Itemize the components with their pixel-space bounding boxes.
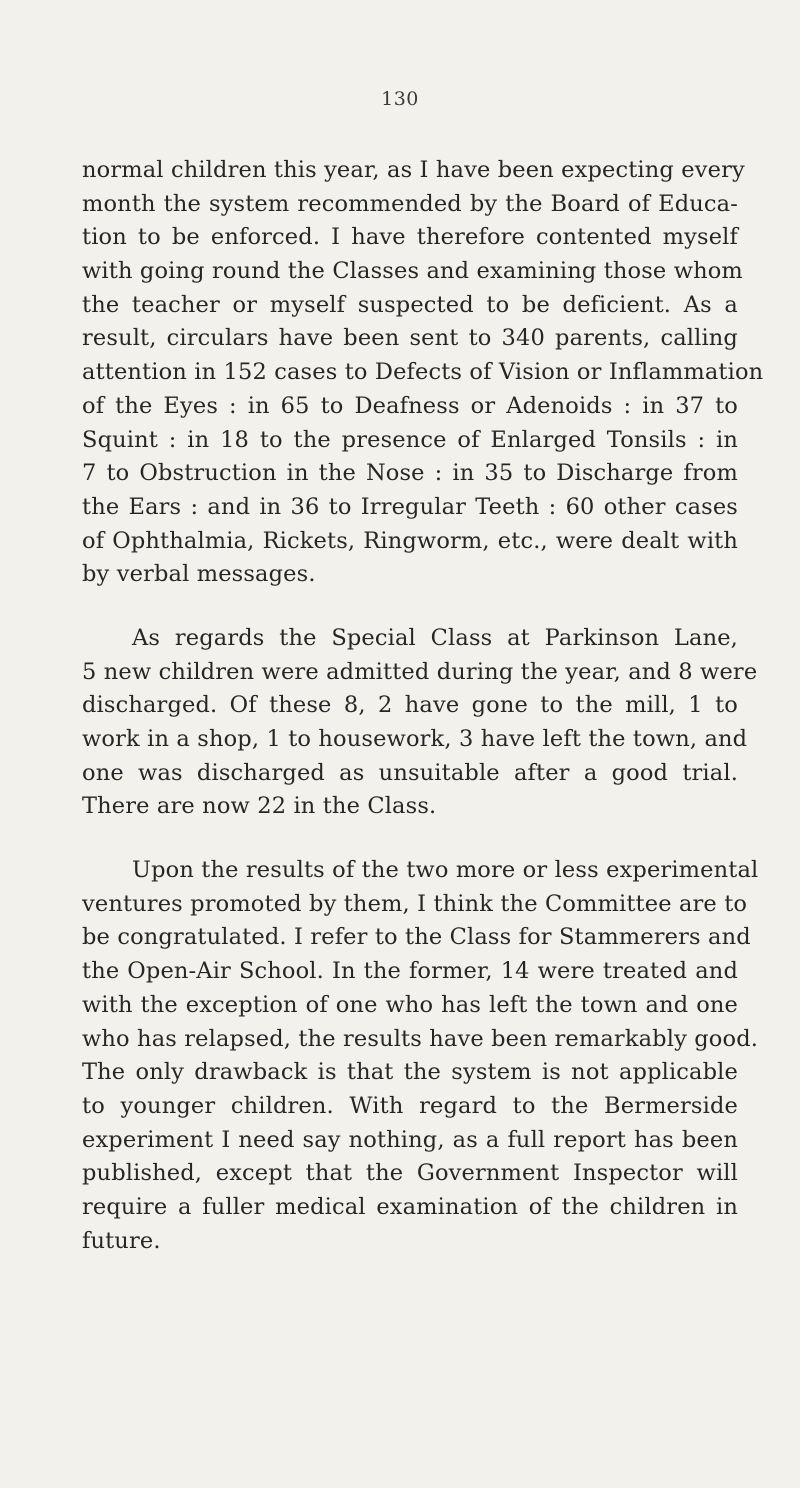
body-text bbox=[82, 154, 764, 1288]
text-line: month the system recommended by the Board of Educa- bbox=[82, 190, 738, 217]
text-line: tion to be enforced. I have therefore contented myself bbox=[82, 224, 738, 251]
text-line: 7 to Obstruction in the Nose : in 35 to Discharge from bbox=[82, 460, 738, 487]
text-line: published, except that the Government Inspector will bbox=[82, 1160, 738, 1187]
text-line: the teacher or myself suspected to be deficient. As a bbox=[82, 291, 738, 318]
text-line: of the Eyes : in 65 to Deafness or Adenoids : in 37 to bbox=[82, 392, 738, 419]
text-line: by verbal messages. bbox=[82, 561, 316, 588]
text-line: one was discharged as unsuitable after a good trial. bbox=[82, 759, 738, 786]
text-line: of Ophthalmia, Rickets, Ringworm, etc., were dealt with bbox=[82, 527, 738, 554]
text-line: discharged. Of these 8, 2 have gone to the mill, 1 to bbox=[82, 692, 738, 719]
text-line: to younger children. With regard to the Bermerside bbox=[82, 1092, 738, 1119]
page-number: 130 bbox=[381, 88, 419, 110]
text-line: the Open-Air School. In the former, 14 were treated and bbox=[82, 958, 738, 985]
paragraph-1 bbox=[82, 154, 764, 592]
text-line: normal children this year, as I have been expecting every bbox=[82, 157, 745, 183]
text-line: Upon the results of the two more or less experimental bbox=[132, 857, 759, 884]
text-line: experiment I need say nothing, as a full report has been bbox=[82, 1126, 738, 1153]
text-line: with the exception of one who has left the town and one bbox=[82, 991, 738, 1018]
text-line: future. bbox=[82, 1227, 161, 1254]
text-line: with going round the Classes and examining those whom bbox=[82, 258, 743, 285]
text-line: who has relapsed, the results have been remarkably good. bbox=[82, 1025, 759, 1052]
text-line: 5 new children were admitted during the year, and 8 were bbox=[82, 658, 758, 685]
text-line: work in a shop, 1 to housework, 3 have left the town, and bbox=[82, 726, 748, 752]
text-line: There are now 22 in the Class. bbox=[82, 793, 437, 820]
text-line: The only drawback is that the system is not applicable bbox=[82, 1059, 738, 1086]
text-line: result, circulars have been sent to 340 parents, calling bbox=[82, 325, 738, 352]
text-line: Squint : in 18 to the presence of Enlarged Tonsils : in bbox=[82, 426, 738, 453]
text-line: be congratulated. I refer to the Class for Stammerers and bbox=[82, 924, 751, 951]
text-line: require a fuller medical examination of the children in bbox=[82, 1193, 738, 1220]
paragraph-3 bbox=[82, 854, 759, 1258]
text-line: ventures promoted by them, I think the Committee are to bbox=[82, 890, 748, 917]
paragraph-2 bbox=[82, 622, 758, 824]
text-line: the Ears : and in 36 to Irregular Teeth : 60 other cases bbox=[82, 493, 738, 520]
text-line: attention in 152 cases to Defects of Vision or Inflammation bbox=[82, 359, 764, 386]
text-line: As regards the Special Class at Parkinson Lane, bbox=[132, 624, 738, 651]
